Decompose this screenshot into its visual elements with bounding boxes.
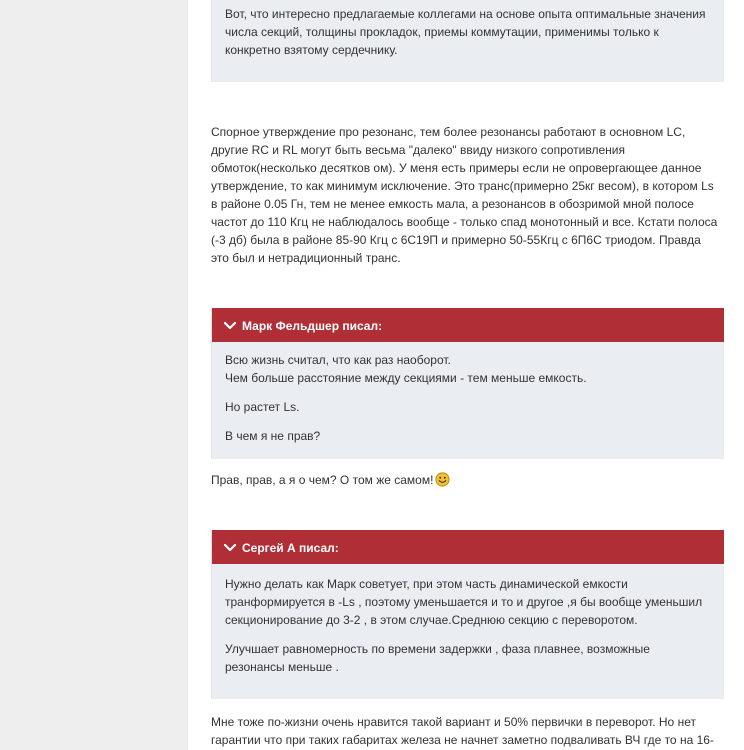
quote-line: В чем я не прав?	[225, 429, 321, 443]
quote-author: Марк Фельдшер писал:	[242, 318, 383, 333]
quote-line: Всю жизнь считал, что как раз наоборот.	[225, 353, 451, 367]
quote-author: Сергей А писал:	[242, 540, 339, 555]
reply-text: Прав, прав, а я о чем? О том же самом!	[211, 473, 434, 487]
post-paragraph: Спорное утверждение про резонанс, тем более резонансы работают в основном LC, другие RC и RL могут быть весьма "далеко" ввиду низкого сопротивления обмоток(несколько десятков ом). У меня есть примеры если не опровергающее данное утверждение, то как минимум исключение. Это транс(примерно 25кг весом), в котором Ls в районе 0.05 Гн, тем не менее емкость мала, а резонансов в обозримой мной полосе частот до 110 Кгц не наблюдалось вообще - только спад монотонный и все. Кстати полоса (-3 дб) была в районе 85-90 Кгц с 6С19П и примерно 50-55Кгц с 6П6С триодом. Правда это был и нетрадиционный транс.	[211, 125, 718, 265]
quote-paragraph: Улучшает равномерность по времени задержки , фаза плавнее, возможные резонансы меньше .	[225, 642, 650, 674]
quote-block	[211, 308, 724, 459]
quote-header[interactable]	[212, 530, 724, 564]
quote-line: Чем больше расстояние между секциями - тем меньше емкость.	[225, 371, 587, 385]
quote-block	[211, 530, 724, 699]
quote-block-continued	[211, 0, 724, 82]
chevron-down-icon[interactable]	[222, 542, 238, 554]
quote-header[interactable]	[212, 308, 724, 342]
quote-text: Вот, что интересно предлагаемые коллегами на основе опыта оптимальные значения числа секций, толщины прокладок, приемы коммутации, применимы только к конкретно взятому сердечнику.	[225, 7, 706, 57]
quote-line: Но растет Ls.	[225, 400, 300, 414]
post-reply	[211, 471, 721, 489]
post-reply: Мне тоже по-жизни очень нравится такой вариант и 50% первички в переворот. Но нет гарантии что при таких габаритах железа не начнет заметно подваливать ВЧ где то на 16-	[211, 715, 714, 747]
smiley-icon	[435, 472, 450, 487]
left-sidebar	[0, 0, 188, 750]
quote-body	[212, 342, 724, 445]
quote-body	[212, 0, 724, 59]
quote-body	[212, 564, 724, 676]
post-container	[188, 0, 744, 750]
quote-paragraph: Нужно делать как Марк советует, при этом часть динамической емкости транформируется в -Ls , поэтому уменьшается и то и другое ,я бы вообще уменьшил секционирование до 3-2 , в этом случае.Среднюю секцию с переворотом.	[225, 577, 703, 627]
chevron-down-icon[interactable]	[222, 320, 238, 332]
